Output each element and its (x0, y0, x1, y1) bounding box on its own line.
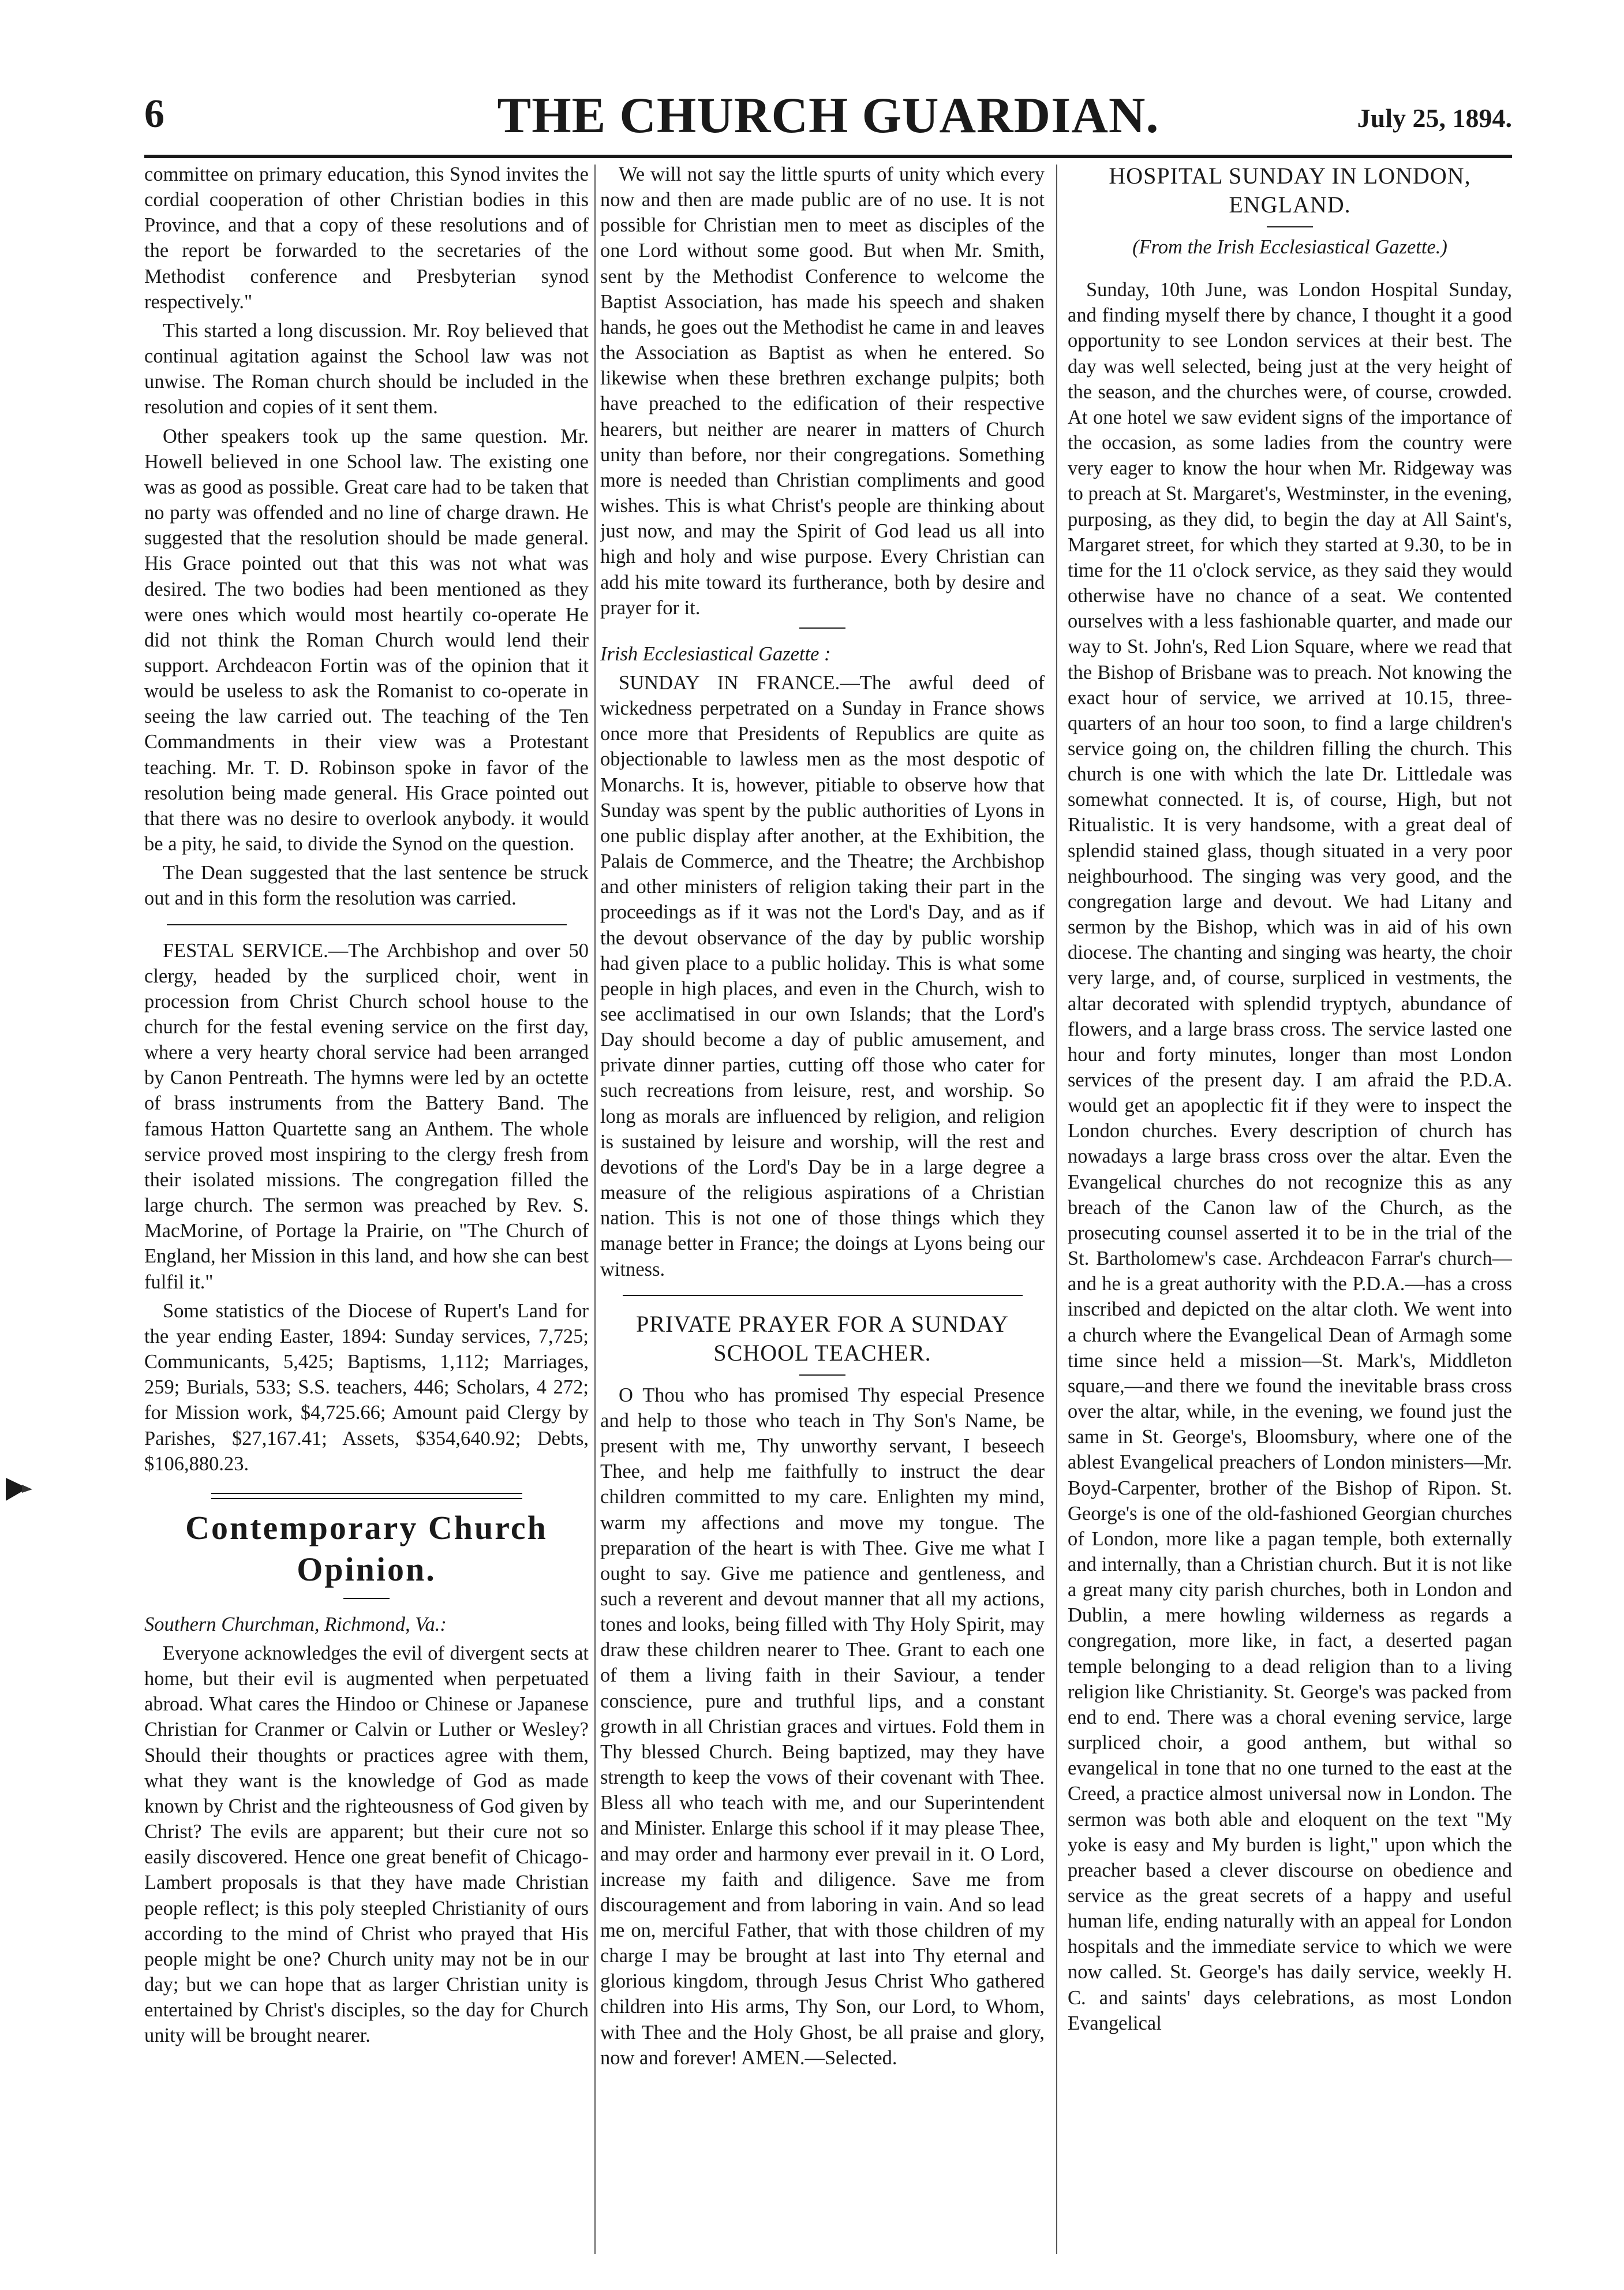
short-rule (799, 1374, 845, 1376)
short-rule (799, 627, 845, 629)
source-line: Southern Churchman, Richmond, Va.: (144, 1613, 447, 1635)
double-rule (211, 1493, 522, 1499)
pointing-hand-ornament (5, 1472, 33, 1507)
paragraph-statistics: Some statistics of the Diocese of Rupert's Land for the year ending Easter, 1894: Sunday services, 7,725; Communicants, 5,425; Baptisms, 1,112; Marriages, 259; Burials, 533; S.S. teachers, 446; Scholars, 4 272; for Mission work, $4,725.66; Amount paid Clergy by Parishes, $27,167.41; Assets, $354,640.92; Debts, $106,880.23. (144, 1299, 589, 1475)
paragraph: We will not say the little spurts of unity which every now and then are made public are of no use. It is not possible for Christian men to meet as disciples of the one Lord without some good. But when Mr. Smith, sent by the Methodist Conference to welcome the Baptist Association, has made his speech and shaken hands, he goes out the Methodist he came in and leaves the Association as Baptist as when he entered. So likewise when these brethren exchange pulpits; both have preached to the edification of their respective hearers, but neither are nearer in matters of Church unity than before, nor their congregations. Something more is needed than Christian compliments and good wishes. This is what Christ's people are thinking about just now, and may the Spirit of God lead us all into high and holy and wise purpose. Every Christian can add his mite toward its furtherance, both by desire and prayer for it. (600, 163, 1045, 619)
short-rule (1267, 226, 1313, 227)
paragraph: Everyone acknowledges the evil of divergent sects at home, but their evil is augmented when perpetuated abroad. What cares the Hindoo or Chinese or Japanese Christian for Cranmer or Calvin or Luther or Wesley? Should their thoughts or practices agree with them, what they want is the knowledge of God as made known by Christ and the righteousness of God given by Christ? The evils are apparent; but their cure not so easily discovered. Hence one great benefit of Chicago-Lambert proposals is that they have made Christian people reflect; is this poly steepled Christianity of ours according to the mind of Christ who prayed that His people might be one? Church unity may not be in our day; but we can hope that as larger Christian unity is entertained by Christ's disciples, so the day for Church unity will be brought nearer. (144, 1642, 589, 2047)
paragraph: The Dean suggested that the last sentence be struck out and in this form the resolution was carried. (144, 862, 589, 910)
column-3 (1068, 162, 1512, 2263)
paragraph: committee on primary education, this Synod invites the cordial cooperation of other Christian bodies in this Province, and that a copy of these resolutions and of the report be forwarded to the secretaries of the Methodist conference and Presbyterian synod respectively." (144, 163, 589, 313)
newspaper-title: THE CHURCH GUARDIAN. (497, 88, 1159, 144)
issue-date: July 25, 1894. (1357, 103, 1512, 133)
masthead (144, 87, 1512, 156)
paragraph-festal-service: FESTAL SERVICE.—The Archbishop and over 50 clergy, headed by the surpliced choir, went in procession from Christ Church school house to the church for the festal evening service on the first day, where a very hearty choral service had been arranged by Canon Pentreath. The hymns were led by an octette of brass instruments from the Battery Band. The famous Hatton Quartette sang an Anthem. The whole service proved most inspiring to the clergy fresh from their isolated missions. The congregation filled the large church. The sermon was preached by Rev. S. MacMorine, of Portage la Prairie, on "The Church of England, her Mission in this land, and how she can best fulfil it." (144, 939, 589, 1293)
short-rule (343, 1598, 390, 1599)
section-rule (623, 1295, 1023, 1296)
column-2 (600, 162, 1045, 2263)
source-line: (From the Irish Ecclesiastical Gazette.) (1132, 236, 1447, 258)
paragraph-prayer: O Thou who has promised Thy especial Presence and help to those who teach in Thy Son's Name, be present with me, Thy unworthy servant, I beseech Thee, and help me faithfully to instruct the dear children committed to my care. Enlighten my mind, warm my affections and move my tongue. The preparation of the heart is with Thee. Give me what I ought to say. Give me patience and gentleness, and such a reverent and devout manner that all my actions, tones and looks, being filled with Thy Holy Spirit, may draw these children nearer to Thee. Grant to each one of them a living faith in their Saviour, a tender conscience, pure and truthful lips, and a constant growth in all Christian graces and virtues. Fold them in Thy blessed Church. Being baptized, may they have strength to keep the vows of their covenant with Thee. Bless all who teach with me, and our Superintendent and Minister. Enlarge this school if it may please Thee, and may order and harmony ever prevail in it. O Lord, increase my faith and diligence. Save me from discouragement and from laboring in vain. And so lead me on, merciful Father, that with those children of my charge I may be brought at last into Thy eternal and glorious kingdom, through Jesus Christ Who gathered children into His arms, Thy Son, our Lord, to Whom, with Thee and the Holy Ghost, be all praise and glory, now and forever! AMEN.—Selected. (600, 1384, 1045, 2069)
section-heading: HOSPITAL SUNDAY IN LONDON, ENGLAND. (1109, 163, 1471, 218)
section-rule (167, 924, 567, 925)
column-divider (594, 165, 596, 2254)
column-divider (1056, 165, 1057, 2254)
paragraph: Sunday, 10th June, was London Hospital Sunday, and finding myself there by chance, I thought it a good opportunity to see London services at their best. The day was well selected, being just at the very height of the season, and the churches were, of course, crowded. At one hotel we saw evident signs of the importance of the occasion, as some ladies from the country were very eager to know the hour when Mr. Ridgeway was to preach at St. Margaret's, Westminster, in the evening, purposing, as they did, to begin the day at All Saint's, Margaret street, for which they started at 9.30, to be in time for the 11 o'clock service, as they said they would otherwise have no chance of a seat. We contented ourselves with a less fashionable quarter, and made our way to St. John's, Red Lion Square, where we read that the Bishop of Brisbane was to preach. Not knowing the exact hour of service, we arrived at 10.15, three-quarters of an hour too soon, to find a large children's service going on, the children filling the church. This church is one with which the late Dr. Littledale was somewhat connected. It is, of course, High, but not Ritualistic. It is very handsome, with a great deal of splendid stained glass, though situated in a very poor neighbourhood. The singing was very good, and the congregation large and devout. We had Litany and sermon by the Bishop, which was in aid of his own diocese. The chanting and singing was hearty, the choir very large, and, of course, surpliced in vestments, the altar decorated with splendid tryptych, abundance of flowers, and a large brass cross. The service lasted one hour and forty minutes, longer than most London services of the present day. I am afraid the P.D.A. would get an apoplectic fit if they were to inspect the London churches. Every description of church has nowadays a large brass cross over the altar. Even the Evangelical churches do not recognize this as any breach of the Canon law of the Church, as the prosecuting counsel asserted it to be in the trial of the St. Bartholomew's case. Archdeacon Farrar's church—and he is a great authority with the P.D.A.—has a cross inscribed and depicted on the altar cloth. We went into a church where the Evangelical Dean of Armagh some time since held a mission—St. Mark's, Middleton square,—and there we found the inevitable brass cross over the altar, while, in the evening, we found just the same in St. George's, Bloomsbury, where one of the ablest Evangelical preachers of London ministers—Mr. Boyd-Carpenter, brother of the Bishop of Ripon. St. George's is one of the old-fashioned Georgian churches of London, more like a pagan temple, both externally and internally, than a Christian church. But it is not like a great many city parish churches, both in London and Dublin, a mere howling wilderness as regards a congregation, more like, in fact, a deserted pagan temple belonging to a dead religion than to a living religion like Christianity. St. George's was packed from end to end. There was a choral evening service, large surpliced choir, a good anthem, but withal so evangelical in tone that no one turned to the east at the Creed, a practice almost universal now in London. The sermon was both able and eloquent on the text "My yoke is easy and My burden is light," upon which the preacher based a clever discourse on obedience and service as the great secrets of a happy and useful human life, ending naturally with an appeal for London hospitals and the immediate service to which we were now called. St. George's has daily service, weekly H. C. and saints' days celebrations, as most London Evangelical (1068, 279, 1512, 2034)
paragraph: Other speakers took up the same question. Mr. Howell believed in one School law. The existing one was as good as possible. Great care had to be taken that no party was offended and no line of charge drawn. He suggested that the resolution should be made general. His Grace pointed out that this was not what was desired. The two bodies had been mentioned as they were ones which would most heartily co-operate He did not think the Roman Church would lend their support. Archdeacon Fortin was of the opinion that it would be useless to ask the Romanist to co-operate in seeing the law carried out. The teaching of the Ten Commandments in their view was a Protestant teaching. Mr. T. D. Robinson spoke in favor of the resolution being made general. His Grace pointed out that there was no desire to overlook anybody. it would be a pity, he said, to divide the Synod on the question. (144, 425, 589, 856)
source-line: Irish Ecclesiastical Gazette : (600, 642, 831, 665)
page-number: 6 (144, 92, 164, 136)
header-rule (144, 155, 1512, 158)
paragraph: This started a long discussion. Mr. Roy believed that continual agitation against the School law was not unwise. The Roman church should be included in the resolution and copies of it sent them. (144, 319, 589, 419)
section-heading: Contemporary Church Opinion. (185, 1508, 548, 1589)
section-heading: PRIVATE PRAYER FOR A SUNDAY SCHOOL TEACHER. (636, 1310, 1009, 1366)
paragraph-sunday-in-france: SUNDAY IN FRANCE.—The awful deed of wickedness perpetrated on a Sunday in France shows once more that Presidents of Republics are quite as objectionable to lawless men as the most despotic of Monarchs. It is, however, pitiable to observe how that Sunday was spent by the public authorities of Lyons in one public display after another, at the Exhibition, the Palais de Commerce, and the Theatre; the Archbishop and other ministers of religion taking their part in the proceedings as if it was not the Lord's Day, and as if the devout observance of the day by public worship had given place to a public holiday. This is what some people in high places, and even in the Church, wish to see acclimatised in our own Islands; that the Lord's Day should become a day of public amusement, and private dinner parties, cutting off those who cater for such recreations from leisure, rest, and worship. So long as morals are influenced by religion, and religion is sustained by leisure and worship, will the rest and devotions of the Lord's Day be in a large degree a measure of the religious aspirations of a Christian nation. This is not one of those things which they manage better in France; the doings at Lyons being our witness. (600, 671, 1045, 1280)
column-1 (144, 162, 589, 2263)
